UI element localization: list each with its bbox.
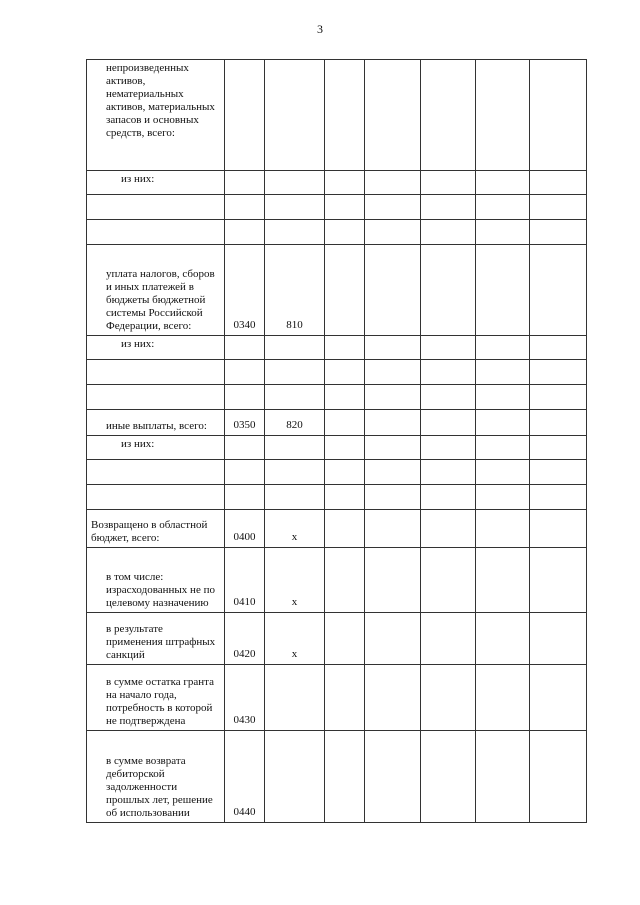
value-cell (476, 171, 530, 195)
value-cell (421, 171, 476, 195)
value-cell (476, 548, 530, 613)
value-cell (530, 245, 587, 336)
row-name: в сумме остатка гранта на начало года, потребность в которой не подтверждена (87, 665, 225, 731)
row-code (225, 195, 265, 220)
value-cell (365, 731, 421, 823)
value-cell (530, 731, 587, 823)
row-name: из них: (87, 436, 225, 460)
value-cell (530, 410, 587, 436)
value-cell (530, 613, 587, 665)
row-code: 0400 (225, 510, 265, 548)
value-cell (325, 360, 365, 385)
value-cell (476, 510, 530, 548)
row-code (225, 385, 265, 410)
value-cell (421, 245, 476, 336)
row-kbk: 810 (265, 245, 325, 336)
value-cell (421, 385, 476, 410)
value-cell (325, 548, 365, 613)
row-code (225, 485, 265, 510)
table-row (87, 410, 587, 436)
row-kbk (265, 485, 325, 510)
value-cell (476, 60, 530, 171)
value-cell (476, 195, 530, 220)
value-cell (421, 510, 476, 548)
row-kbk (265, 665, 325, 731)
value-cell (530, 360, 587, 385)
table-row (87, 485, 587, 510)
value-cell (421, 731, 476, 823)
value-cell (476, 436, 530, 460)
row-kbk (265, 60, 325, 171)
table-row (87, 336, 587, 360)
row-code (225, 220, 265, 245)
value-cell (421, 436, 476, 460)
row-code (225, 60, 265, 171)
row-kbk (265, 436, 325, 460)
row-name: непроизведенных активов, нематериальных активов, материальных запасов и основных средств, всего: (87, 60, 225, 171)
row-code (225, 171, 265, 195)
value-cell (530, 460, 587, 485)
table-body (87, 60, 587, 823)
value-cell (365, 548, 421, 613)
value-cell (530, 665, 587, 731)
value-cell (421, 220, 476, 245)
table-row (87, 60, 587, 171)
row-name (87, 385, 225, 410)
table-row (87, 548, 587, 613)
value-cell (325, 613, 365, 665)
value-cell (365, 171, 421, 195)
table-row (87, 731, 587, 823)
value-cell (365, 195, 421, 220)
report-table (86, 59, 587, 823)
value-cell (476, 336, 530, 360)
row-kbk (265, 360, 325, 385)
value-cell (325, 171, 365, 195)
table-row (87, 436, 587, 460)
row-code: 0420 (225, 613, 265, 665)
value-cell (476, 460, 530, 485)
value-cell (530, 60, 587, 171)
value-cell (421, 485, 476, 510)
row-name: уплата налогов, сборов и иных платежей в бюджеты бюджетной системы Российской Федерации, всего: (87, 245, 225, 336)
value-cell (476, 385, 530, 410)
row-code: 0430 (225, 665, 265, 731)
value-cell (325, 731, 365, 823)
table-row (87, 665, 587, 731)
value-cell (365, 385, 421, 410)
value-cell (365, 665, 421, 731)
value-cell (530, 436, 587, 460)
table-row (87, 460, 587, 485)
value-cell (325, 665, 365, 731)
row-code (225, 460, 265, 485)
row-code (225, 360, 265, 385)
value-cell (325, 195, 365, 220)
row-name (87, 220, 225, 245)
value-cell (325, 336, 365, 360)
value-cell (365, 245, 421, 336)
row-name: из них: (87, 171, 225, 195)
value-cell (325, 485, 365, 510)
value-cell (365, 336, 421, 360)
row-name: из них: (87, 336, 225, 360)
table-row (87, 510, 587, 548)
row-name: в результате применения штрафных санкций (87, 613, 225, 665)
row-kbk (265, 336, 325, 360)
value-cell (421, 665, 476, 731)
value-cell (530, 195, 587, 220)
row-code: 0440 (225, 731, 265, 823)
row-name: Возвращено в областной бюджет, всего: (87, 510, 225, 548)
value-cell (325, 60, 365, 171)
value-cell (421, 336, 476, 360)
value-cell (421, 360, 476, 385)
row-name: в том числе: израсходованных не по целевому назначению (87, 548, 225, 613)
row-code: 0350 (225, 410, 265, 436)
value-cell (530, 548, 587, 613)
row-kbk: x (265, 510, 325, 548)
value-cell (325, 245, 365, 336)
value-cell (365, 485, 421, 510)
table-row (87, 385, 587, 410)
row-kbk (265, 385, 325, 410)
row-code (225, 336, 265, 360)
value-cell (325, 436, 365, 460)
row-kbk: x (265, 548, 325, 613)
row-code: 0340 (225, 245, 265, 336)
value-cell (421, 410, 476, 436)
table-row (87, 195, 587, 220)
row-code (225, 436, 265, 460)
value-cell (365, 60, 421, 171)
value-cell (530, 385, 587, 410)
value-cell (530, 336, 587, 360)
row-kbk (265, 460, 325, 485)
value-cell (476, 245, 530, 336)
row-name (87, 485, 225, 510)
value-cell (365, 460, 421, 485)
value-cell (325, 410, 365, 436)
row-kbk (265, 731, 325, 823)
value-cell (530, 485, 587, 510)
value-cell (476, 665, 530, 731)
value-cell (421, 460, 476, 485)
row-kbk (265, 195, 325, 220)
value-cell (325, 385, 365, 410)
table-row (87, 245, 587, 336)
row-name (87, 360, 225, 385)
table-row (87, 360, 587, 385)
value-cell (325, 220, 365, 245)
row-name (87, 460, 225, 485)
value-cell (476, 360, 530, 385)
table-row (87, 613, 587, 665)
value-cell (530, 171, 587, 195)
row-name (87, 195, 225, 220)
value-cell (421, 60, 476, 171)
table-row (87, 220, 587, 245)
value-cell (365, 220, 421, 245)
page-number: 3 (317, 22, 323, 36)
value-cell (365, 360, 421, 385)
row-kbk: x (265, 613, 325, 665)
table-row (87, 171, 587, 195)
value-cell (325, 460, 365, 485)
row-kbk (265, 220, 325, 245)
value-cell (365, 510, 421, 548)
value-cell (530, 510, 587, 548)
value-cell (476, 220, 530, 245)
value-cell (476, 485, 530, 510)
value-cell (325, 510, 365, 548)
row-kbk: 820 (265, 410, 325, 436)
value-cell (476, 410, 530, 436)
row-kbk (265, 171, 325, 195)
value-cell (365, 436, 421, 460)
value-cell (421, 195, 476, 220)
value-cell (365, 613, 421, 665)
value-cell (476, 613, 530, 665)
value-cell (421, 548, 476, 613)
row-name: иные выплаты, всего: (87, 410, 225, 436)
value-cell (421, 613, 476, 665)
value-cell (476, 731, 530, 823)
value-cell (530, 220, 587, 245)
row-name: в сумме возврата дебиторской задолженности прошлых лет, решение об использовании (87, 731, 225, 823)
row-code: 0410 (225, 548, 265, 613)
value-cell (365, 410, 421, 436)
